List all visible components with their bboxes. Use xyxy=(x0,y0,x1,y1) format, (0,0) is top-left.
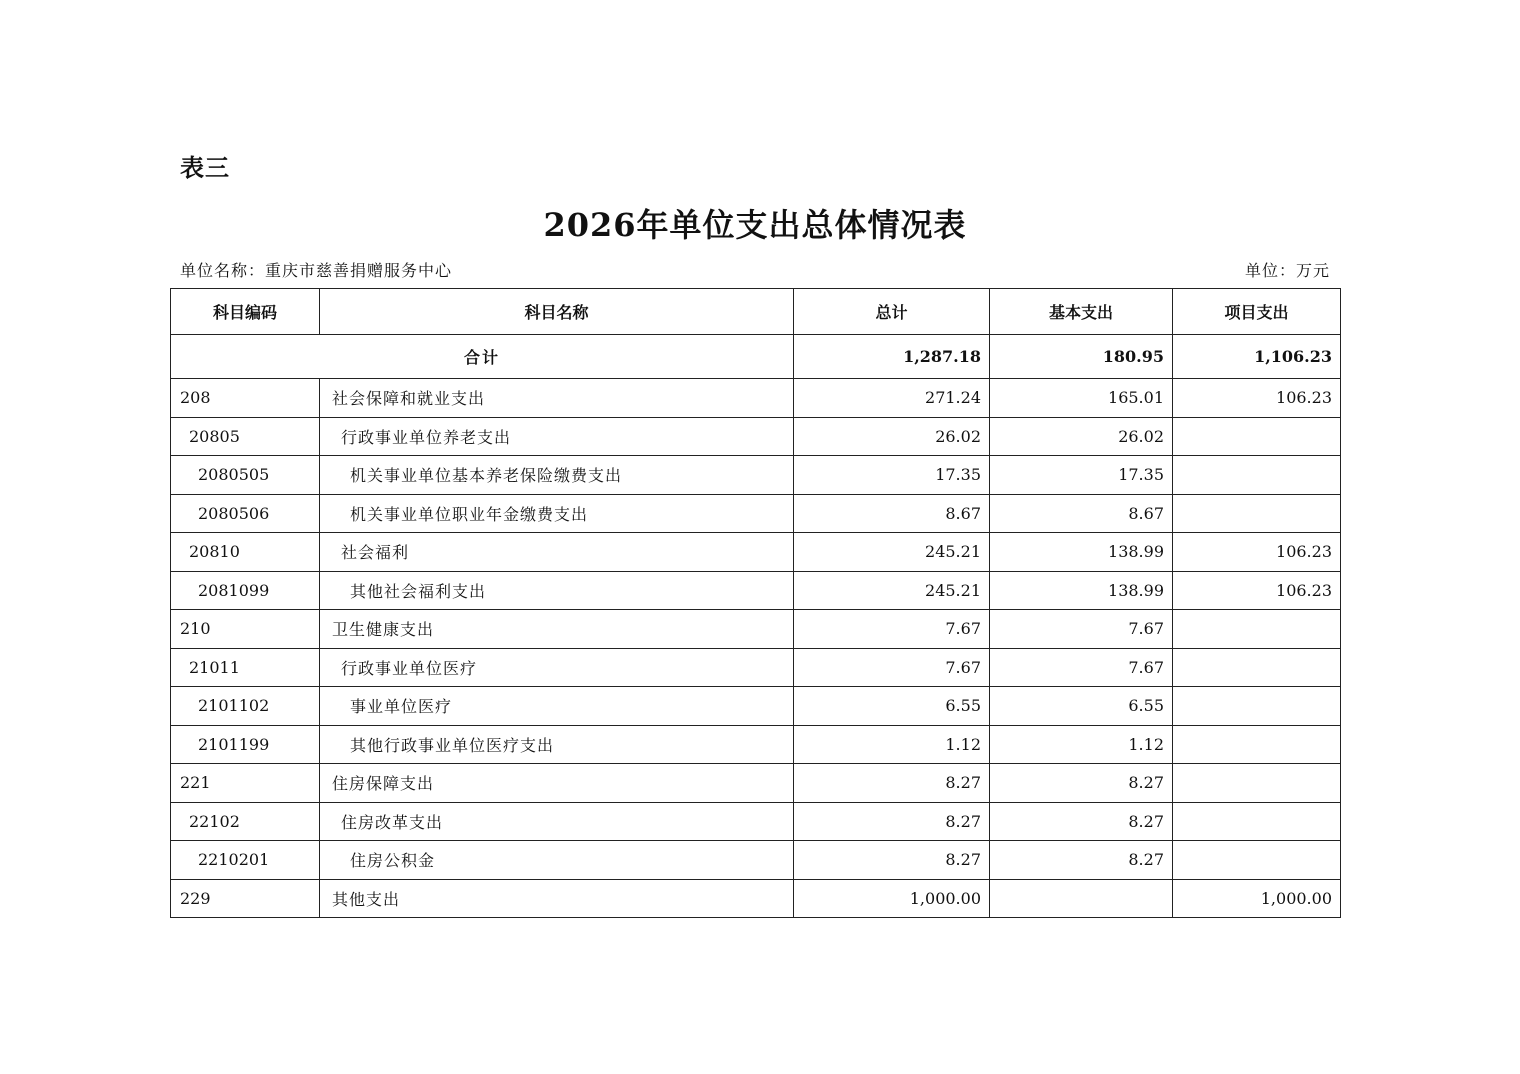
project-value-cell xyxy=(1173,764,1341,803)
project-value-cell xyxy=(1173,725,1341,764)
project-value-cell xyxy=(1173,494,1341,533)
subject-name-cell: 卫生健康支出 xyxy=(320,610,794,649)
subject-code-cell: 208 xyxy=(171,379,320,418)
basic-value-cell: 8.67 xyxy=(990,494,1173,533)
subject-code-cell: 20810 xyxy=(171,533,320,572)
total-total-value: 1,287.18 xyxy=(794,335,990,379)
total-value-cell: 8.27 xyxy=(794,764,990,803)
subject-code-cell: 2101102 xyxy=(171,687,320,726)
subject-code-cell: 2210201 xyxy=(171,841,320,880)
table-row xyxy=(171,533,1341,572)
total-value-cell: 8.67 xyxy=(794,494,990,533)
total-value-cell: 7.67 xyxy=(794,610,990,649)
project-value-cell xyxy=(1173,456,1341,495)
total-row xyxy=(171,335,1341,379)
table-header xyxy=(171,289,1341,335)
subject-name-cell: 事业单位医疗 xyxy=(320,687,794,726)
basic-value-cell: 17.35 xyxy=(990,456,1173,495)
subject-name-cell: 社会福利 xyxy=(320,533,794,572)
table-row xyxy=(171,764,1341,803)
total-value-cell: 245.21 xyxy=(794,533,990,572)
subject-name-cell: 行政事业单位养老支出 xyxy=(320,417,794,456)
subject-name-cell: 住房保障支出 xyxy=(320,764,794,803)
header-basic-expenditure: 基本支出 xyxy=(990,289,1173,335)
basic-value-cell: 8.27 xyxy=(990,802,1173,841)
table-row xyxy=(171,417,1341,456)
subject-name-cell: 社会保障和就业支出 xyxy=(320,379,794,418)
total-value-cell: 8.27 xyxy=(794,841,990,880)
expenditure-table xyxy=(170,288,1341,918)
subject-name-cell: 机关事业单位基本养老保险缴费支出 xyxy=(320,456,794,495)
basic-value-cell: 138.99 xyxy=(990,571,1173,610)
table-row xyxy=(171,494,1341,533)
total-value-cell: 1.12 xyxy=(794,725,990,764)
basic-value-cell: 8.27 xyxy=(990,764,1173,803)
table-body xyxy=(171,335,1341,918)
subject-name-cell: 住房改革支出 xyxy=(320,802,794,841)
total-value-cell: 271.24 xyxy=(794,379,990,418)
total-basic-value: 180.95 xyxy=(990,335,1173,379)
project-value-cell xyxy=(1173,417,1341,456)
table-row xyxy=(171,610,1341,649)
subject-name-cell: 行政事业单位医疗 xyxy=(320,648,794,687)
subject-name-cell: 机关事业单位职业年金缴费支出 xyxy=(320,494,794,533)
basic-value-cell: 6.55 xyxy=(990,687,1173,726)
total-value-cell: 6.55 xyxy=(794,687,990,726)
project-value-cell xyxy=(1173,648,1341,687)
project-value-cell xyxy=(1173,610,1341,649)
table-row xyxy=(171,687,1341,726)
subject-code-cell: 229 xyxy=(171,879,320,918)
header-row xyxy=(171,289,1341,335)
subject-code-cell: 20805 xyxy=(171,417,320,456)
subject-code-cell: 21011 xyxy=(171,648,320,687)
header-subject-name: 科目名称 xyxy=(320,289,794,335)
header-total: 总计 xyxy=(794,289,990,335)
project-value-cell: 106.23 xyxy=(1173,571,1341,610)
total-project-value: 1,106.23 xyxy=(1173,335,1341,379)
table-label: 表三 xyxy=(180,154,230,182)
subject-code-cell: 2081099 xyxy=(171,571,320,610)
total-value-cell: 17.35 xyxy=(794,456,990,495)
basic-value-cell: 26.02 xyxy=(990,417,1173,456)
project-value-cell xyxy=(1173,802,1341,841)
basic-value-cell: 165.01 xyxy=(990,379,1173,418)
total-value-cell: 26.02 xyxy=(794,417,990,456)
subject-code-cell: 22102 xyxy=(171,802,320,841)
subject-code-cell: 2080505 xyxy=(171,456,320,495)
currency-unit-label: 单位：万元 xyxy=(1244,261,1330,280)
project-value-cell xyxy=(1173,687,1341,726)
table-row xyxy=(171,841,1341,880)
total-label: 合计 xyxy=(171,335,794,379)
header-subject-code: 科目编码 xyxy=(171,289,320,335)
basic-value-cell xyxy=(990,879,1173,918)
page-title: 2026年单位支出总体情况表 xyxy=(543,206,967,244)
table-row xyxy=(171,379,1341,418)
project-value-cell xyxy=(1173,841,1341,880)
unit-name-label: 单位名称：重庆市慈善捐赠服务中心 xyxy=(180,261,453,280)
project-value-cell: 106.23 xyxy=(1173,379,1341,418)
subject-name-cell: 其他行政事业单位医疗支出 xyxy=(320,725,794,764)
subject-name-cell: 住房公积金 xyxy=(320,841,794,880)
table-row xyxy=(171,802,1341,841)
project-value-cell: 1,000.00 xyxy=(1173,879,1341,918)
table-row xyxy=(171,648,1341,687)
project-value-cell: 106.23 xyxy=(1173,533,1341,572)
total-value-cell: 1,000.00 xyxy=(794,879,990,918)
subject-name-cell: 其他社会福利支出 xyxy=(320,571,794,610)
basic-value-cell: 7.67 xyxy=(990,648,1173,687)
subject-code-cell: 221 xyxy=(171,764,320,803)
subject-name-cell: 其他支出 xyxy=(320,879,794,918)
header-project-expenditure: 项目支出 xyxy=(1173,289,1341,335)
total-value-cell: 7.67 xyxy=(794,648,990,687)
subject-code-cell: 210 xyxy=(171,610,320,649)
basic-value-cell: 8.27 xyxy=(990,841,1173,880)
table-row xyxy=(171,456,1341,495)
basic-value-cell: 138.99 xyxy=(990,533,1173,572)
basic-value-cell: 1.12 xyxy=(990,725,1173,764)
basic-value-cell: 7.67 xyxy=(990,610,1173,649)
total-value-cell: 245.21 xyxy=(794,571,990,610)
table-row xyxy=(171,879,1341,918)
subject-code-cell: 2101199 xyxy=(171,725,320,764)
table-row xyxy=(171,571,1341,610)
total-value-cell: 8.27 xyxy=(794,802,990,841)
subject-code-cell: 2080506 xyxy=(171,494,320,533)
table-row xyxy=(171,725,1341,764)
